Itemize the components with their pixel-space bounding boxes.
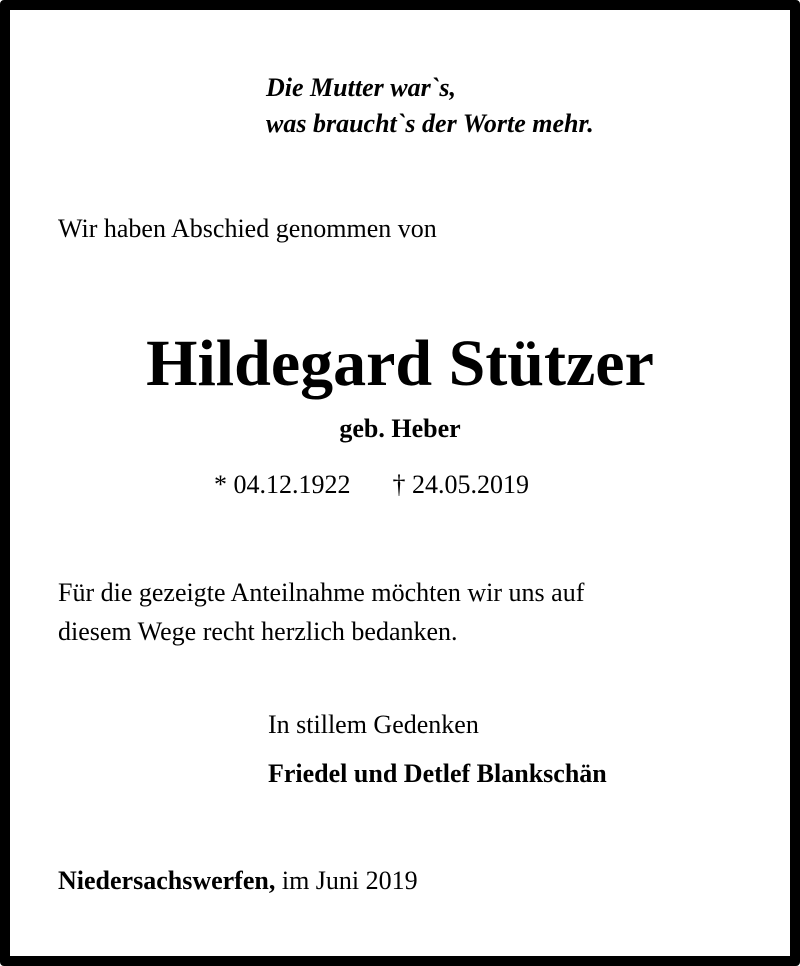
thanks-line-1: Für die gezeigte Anteilnahme möchten wir uns auf [58, 578, 585, 607]
life-dates [214, 469, 529, 501]
memorial-phrase: In stillem Gedenken [268, 710, 479, 739]
birth-date: * 04.12.1922 [214, 470, 351, 499]
quote-line-1: Die Mutter war`s, [266, 73, 456, 102]
death-date: † 24.05.2019 [392, 470, 529, 499]
maiden-name: geb. Heber [339, 414, 461, 443]
thanks-text [58, 573, 584, 651]
place-name: Niedersachswerfen, [58, 866, 276, 895]
quote-line-2: was braucht`s der Worte mehr. [266, 109, 594, 138]
thanks-line-2: diesem Wege recht herzlich bedanken. [58, 617, 458, 646]
family-names: Friedel und Detlef Blankschän [268, 759, 607, 788]
epitaph-quote [266, 70, 594, 142]
intro-text: Wir haben Abschied genommen von [58, 214, 437, 243]
deceased-name: Hildegard Stützer [146, 327, 654, 400]
place-date-line [58, 865, 418, 897]
month-year: im Juni 2019 [275, 866, 418, 895]
